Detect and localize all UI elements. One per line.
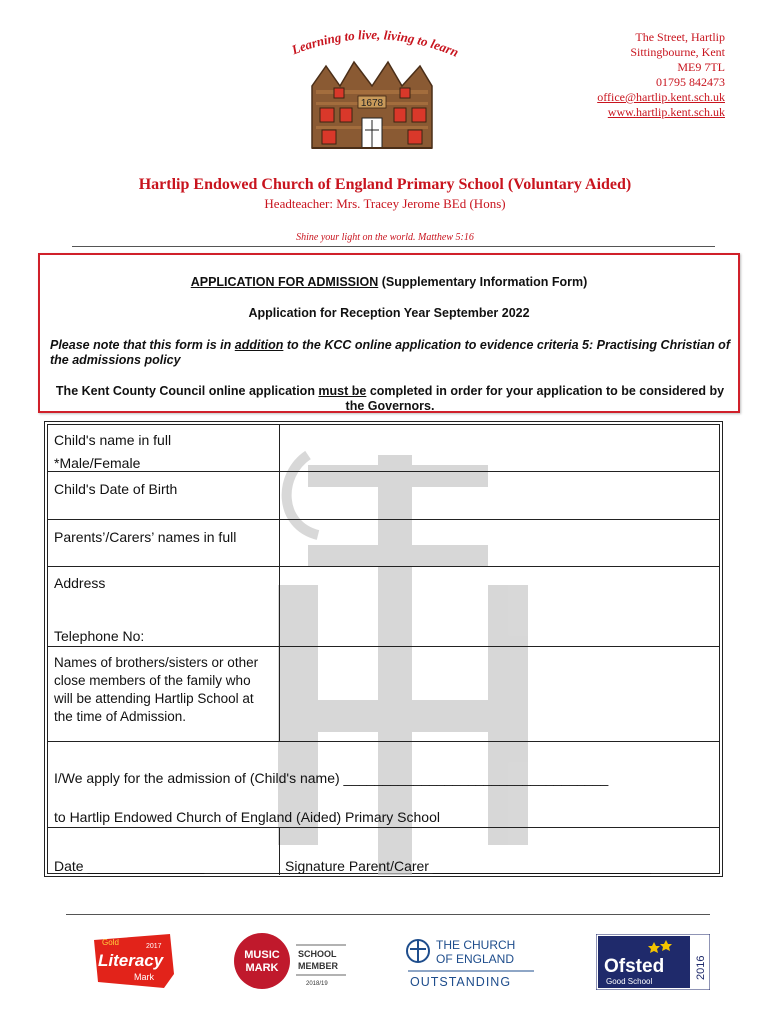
- notice-title-main: APPLICATION FOR ADMISSION: [190, 275, 379, 289]
- address-line: 01795 842473: [656, 75, 725, 89]
- row-divider: [48, 741, 719, 742]
- logo-year: 1678: [360, 98, 384, 109]
- svg-text:THE CHURCH: THE CHURCH: [436, 938, 516, 952]
- notice-note-emphasis: addition: [234, 338, 284, 352]
- svg-text:Ofsted: Ofsted: [604, 956, 665, 977]
- row-divider: [48, 646, 719, 647]
- gender-label: *Male/Female: [54, 455, 141, 471]
- apply-line[interactable]: I/We apply for the admission of (Child's name) __________________________________: [54, 770, 609, 786]
- school-logo: [282, 28, 462, 156]
- column-divider: [279, 425, 280, 741]
- ofsted-good-school-logo: [596, 934, 710, 990]
- child-name-label: Child's name in full: [54, 432, 172, 448]
- row-divider: [48, 566, 719, 567]
- church-of-england-logo: [404, 935, 538, 991]
- notice-req-text: The Kent County Council online application: [55, 384, 319, 398]
- school-address: [597, 30, 725, 120]
- notice-note-text: to the KCC online application to evidence criteria 5: Practising Christian of the admissions policy: [50, 338, 730, 367]
- row-divider: [48, 827, 719, 828]
- notice-box: [38, 253, 740, 413]
- notice-title-sub: (Supplementary Information Form): [378, 275, 588, 289]
- row-divider: [48, 471, 719, 472]
- notice-note: [50, 338, 730, 368]
- svg-text:SCHOOL: SCHOOL: [298, 949, 337, 959]
- svg-text:OUTSTANDING: OUTSTANDING: [410, 975, 512, 989]
- svg-text:Gold: Gold: [102, 938, 119, 947]
- notice-title: [40, 275, 738, 289]
- school-line: to Hartlip Endowed Church of England (Aided) Primary School: [54, 809, 440, 825]
- email-link[interactable]: office@hartlip.kent.sch.uk: [597, 90, 725, 104]
- footer-divider: [66, 914, 710, 915]
- address-line: Sittingbourne, Kent: [630, 45, 725, 59]
- svg-text:MUSIC: MUSIC: [244, 949, 280, 961]
- svg-text:MARK: MARK: [245, 962, 279, 974]
- column-divider: [279, 827, 280, 875]
- row-divider: [48, 519, 719, 520]
- notice-note-text: Please note that this form is in: [50, 338, 235, 352]
- notice-subtitle: Application for Reception Year September 2022: [248, 306, 530, 320]
- form-grid: [47, 424, 720, 874]
- header-divider: [72, 246, 715, 247]
- svg-text:Good School: Good School: [606, 977, 653, 986]
- svg-text:MEMBER: MEMBER: [298, 961, 338, 971]
- telephone-label: Telephone No:: [54, 628, 145, 644]
- notice-requirement: [50, 384, 730, 414]
- music-mark-logo: [234, 931, 348, 991]
- date-field[interactable]: Date _______________: [54, 858, 205, 874]
- school-name: Hartlip Endowed Church of England Primary School (Voluntary Aided): [138, 176, 632, 193]
- address-line: The Street, Hartlip: [635, 30, 725, 44]
- svg-text:Mark: Mark: [134, 972, 154, 982]
- notice-req-text: completed in order for your application to be considered by the Governors.: [345, 384, 725, 413]
- address-line: ME9 7TL: [677, 60, 725, 74]
- signature-field[interactable]: Signature Parent/Carer ____________________________: [285, 858, 651, 874]
- application-form: [44, 421, 723, 877]
- svg-text:Literacy: Literacy: [98, 951, 164, 970]
- siblings-label: Names of brothers/sisters or other close members of the family who will be attending Hartlip School at the time of Admission.: [54, 655, 259, 724]
- headteacher-name: Headteacher: Mrs. Tracey Jerome BEd (Hons): [264, 196, 506, 211]
- literacy-mark-logo: [90, 930, 176, 992]
- svg-text:2017: 2017: [146, 943, 162, 950]
- address-label: Address: [54, 575, 106, 591]
- notice-req-emphasis: must be: [318, 384, 367, 398]
- dob-label: Child's Date of Birth: [54, 481, 178, 497]
- logo-slogan: Learning to live, living to learn: [289, 28, 461, 60]
- svg-text:2018/19: 2018/19: [306, 981, 328, 987]
- website-link[interactable]: www.hartlip.kent.sch.uk: [607, 105, 725, 119]
- svg-text:2016: 2016: [695, 955, 707, 980]
- svg-text:OF ENGLAND: OF ENGLAND: [436, 952, 515, 966]
- parents-label: Parents’/Carers’ names in full: [54, 529, 237, 545]
- school-motto: Shine your light on the world. Matthew 5:16: [296, 232, 474, 243]
- svg-text:Learning to live, living to le: [289, 28, 461, 60]
